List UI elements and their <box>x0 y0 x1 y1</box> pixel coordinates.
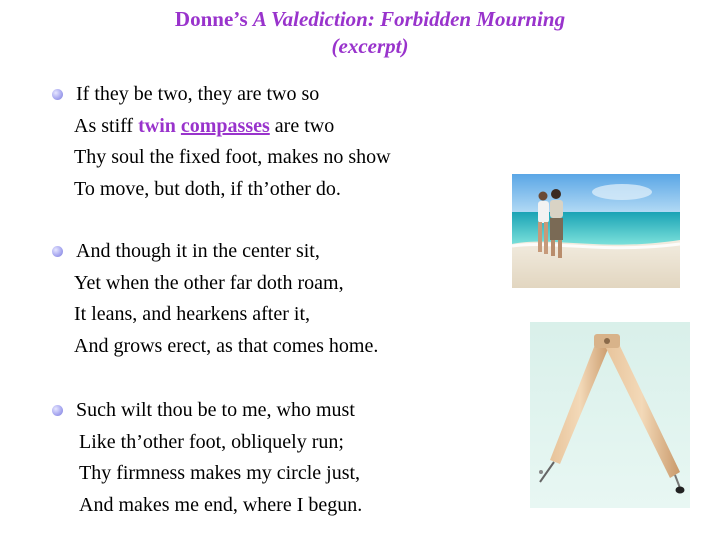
poem-line <box>52 111 391 143</box>
title-author: Donne’s <box>174 7 248 31</box>
poem-line <box>52 299 378 331</box>
poem-line <box>52 236 378 268</box>
poem-line-text: And though it in the center sit, <box>76 240 320 262</box>
compasses-link[interactable]: compasses <box>180 114 270 137</box>
slide-title <box>0 6 720 60</box>
poem-line-text: Such wilt thou be to me, who must <box>76 399 355 421</box>
poem-line <box>52 490 362 522</box>
poem-line-text: It leans, and hearkens after it, <box>74 303 311 325</box>
poem-line-text: And grows erect, as that comes home. <box>74 334 379 357</box>
poem-line-text: Like th’other foot, obliquely run; <box>79 430 344 453</box>
highlight-twin: twin <box>138 114 176 137</box>
poem-line <box>52 427 362 459</box>
stanza-3 <box>52 395 362 521</box>
poem-line <box>52 174 391 206</box>
poem-line-text: Yet when the other far doth roam, <box>74 271 344 294</box>
poem-line-text: Thy soul the fixed foot, makes no show <box>74 146 391 168</box>
poem-line <box>52 268 378 300</box>
poem-line-text: As stiff <box>74 114 134 137</box>
bullet-icon <box>52 405 63 416</box>
stanza-1 <box>52 79 391 205</box>
poem-line-text: Thy firmness makes my circle just, <box>79 462 361 484</box>
poem-line-text: And makes me end, where I begun. <box>79 493 363 516</box>
title-work: A Valediction: Forbidden Mourning <box>252 7 566 31</box>
poem-line <box>52 79 391 111</box>
stanza-2 <box>52 236 378 362</box>
poem-line <box>52 331 378 363</box>
drawing-compass-photo <box>530 322 690 508</box>
bullet-icon <box>52 246 63 257</box>
poem-line <box>52 142 391 174</box>
poem-line-text: To move, but doth, if th’other do. <box>74 177 341 200</box>
title-note: (excerpt) <box>331 34 409 58</box>
bullet-icon <box>52 89 63 100</box>
poem-line <box>52 395 362 427</box>
poem-line-text: are two <box>274 114 335 137</box>
beach-couple-photo <box>512 174 680 288</box>
poem-line-text: If they be two, they are two so <box>76 83 320 105</box>
poem-line <box>52 458 362 490</box>
